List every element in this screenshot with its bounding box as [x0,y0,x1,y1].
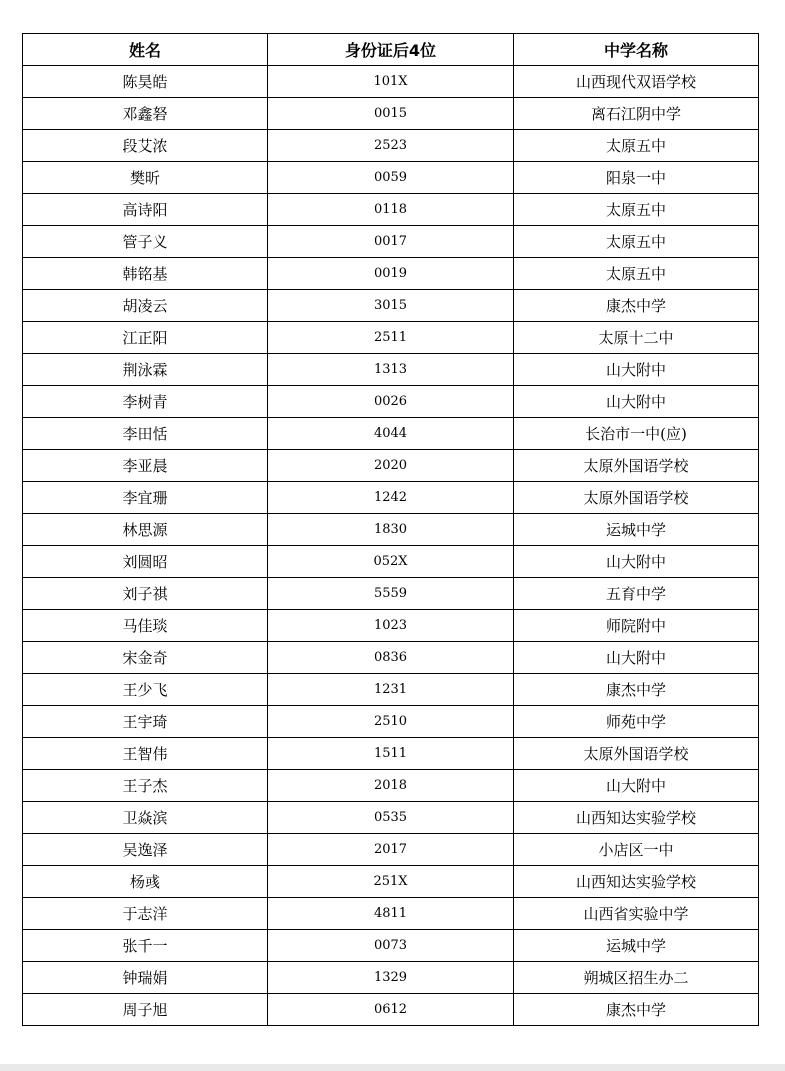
student-name: 王宇琦 [23,706,268,738]
id-last4: 1329 [268,962,514,994]
school-name: 太原五中 [514,130,759,162]
student-name: 宋金奇 [23,642,268,674]
school-name: 山西省实验中学 [514,898,759,930]
student-name: 林思源 [23,514,268,546]
table-row [23,674,759,706]
school-name: 太原外国语学校 [514,450,759,482]
student-name: 李树青 [23,386,268,418]
student-name: 刘圆昭 [23,546,268,578]
student-name: 钟瑞娟 [23,962,268,994]
student-name: 周子旭 [23,994,268,1026]
student-name: 王少飞 [23,674,268,706]
table-row [23,194,759,226]
id-last4: 1511 [268,738,514,770]
school-name: 山大附中 [514,354,759,386]
table-row [23,994,759,1026]
id-last4: 0019 [268,258,514,290]
table-row [23,322,759,354]
school-name: 山大附中 [514,546,759,578]
student-name: 李亚晨 [23,450,268,482]
school-name: 五育中学 [514,578,759,610]
school-name: 山西现代双语学校 [514,66,759,98]
table-row [23,866,759,898]
student-name: 于志洋 [23,898,268,930]
table-row [23,834,759,866]
id-last4: 052X [268,546,514,578]
header-school: 中学名称 [514,34,759,66]
school-name: 山大附中 [514,642,759,674]
table-row [23,610,759,642]
table-row [23,930,759,962]
school-name: 朔城区招生办二 [514,962,759,994]
table-body [23,66,759,1026]
id-last4: 2018 [268,770,514,802]
id-last4: 0612 [268,994,514,1026]
table-row [23,514,759,546]
student-name: 韩铭基 [23,258,268,290]
student-name: 江正阳 [23,322,268,354]
student-name: 陈昊皓 [23,66,268,98]
id-last4: 1242 [268,482,514,514]
id-last4: 5559 [268,578,514,610]
student-table [22,33,759,1026]
school-name: 长治市一中(应) [514,418,759,450]
school-name: 康杰中学 [514,290,759,322]
table-row [23,546,759,578]
header-name: 姓名 [23,34,268,66]
school-name: 山大附中 [514,770,759,802]
id-last4: 1313 [268,354,514,386]
id-last4: 2510 [268,706,514,738]
table-row [23,162,759,194]
table-row [23,418,759,450]
table-header [23,34,759,66]
header-row [23,34,759,66]
school-name: 康杰中学 [514,994,759,1026]
id-last4: 0059 [268,162,514,194]
student-name: 胡凌云 [23,290,268,322]
school-name: 离石江阴中学 [514,98,759,130]
id-last4: 0026 [268,386,514,418]
table-row [23,770,759,802]
student-name: 吴逸泽 [23,834,268,866]
student-name: 樊昕 [23,162,268,194]
table-row [23,258,759,290]
student-name: 王智伟 [23,738,268,770]
id-last4: 0017 [268,226,514,258]
id-last4: 0535 [268,802,514,834]
school-name: 太原五中 [514,226,759,258]
id-last4: 0015 [268,98,514,130]
id-last4: 0118 [268,194,514,226]
table-row [23,66,759,98]
school-name: 康杰中学 [514,674,759,706]
page-bottom-edge [0,1064,785,1071]
student-name: 李田恬 [23,418,268,450]
school-name: 师院附中 [514,610,759,642]
id-last4: 2020 [268,450,514,482]
table-row [23,98,759,130]
student-name: 杨彧 [23,866,268,898]
id-last4: 2017 [268,834,514,866]
id-last4: 3015 [268,290,514,322]
school-name: 太原五中 [514,194,759,226]
table-row [23,962,759,994]
student-name: 马佳琰 [23,610,268,642]
table-row [23,386,759,418]
student-name: 刘子祺 [23,578,268,610]
id-last4: 251X [268,866,514,898]
id-last4: 101X [268,66,514,98]
id-last4: 0836 [268,642,514,674]
school-name: 山西知达实验学校 [514,866,759,898]
table-row [23,802,759,834]
id-last4: 1231 [268,674,514,706]
id-last4: 4044 [268,418,514,450]
school-name: 师苑中学 [514,706,759,738]
id-last4: 0073 [268,930,514,962]
school-name: 太原十二中 [514,322,759,354]
student-name: 段艾浓 [23,130,268,162]
table-row [23,706,759,738]
school-name: 小店区一中 [514,834,759,866]
table-row [23,482,759,514]
student-name: 邓鑫砮 [23,98,268,130]
table-row [23,898,759,930]
student-name: 高诗阳 [23,194,268,226]
student-name: 王子杰 [23,770,268,802]
id-last4: 1830 [268,514,514,546]
student-name: 李宜珊 [23,482,268,514]
table-row [23,450,759,482]
school-name: 阳泉一中 [514,162,759,194]
table-row [23,226,759,258]
student-name: 张千一 [23,930,268,962]
student-name: 管子义 [23,226,268,258]
student-name: 卫焱滨 [23,802,268,834]
school-name: 太原外国语学校 [514,482,759,514]
school-name: 山西知达实验学校 [514,802,759,834]
table-row [23,130,759,162]
table-row [23,642,759,674]
table-row [23,578,759,610]
table-row [23,738,759,770]
school-name: 太原外国语学校 [514,738,759,770]
id-last4: 2523 [268,130,514,162]
school-name: 运城中学 [514,930,759,962]
id-last4: 2511 [268,322,514,354]
student-name: 荆泳霖 [23,354,268,386]
table-row [23,290,759,322]
header-id-last4: 身份证后4位 [268,34,514,66]
table-row [23,354,759,386]
id-last4: 1023 [268,610,514,642]
school-name: 太原五中 [514,258,759,290]
school-name: 山大附中 [514,386,759,418]
id-last4: 4811 [268,898,514,930]
school-name: 运城中学 [514,514,759,546]
